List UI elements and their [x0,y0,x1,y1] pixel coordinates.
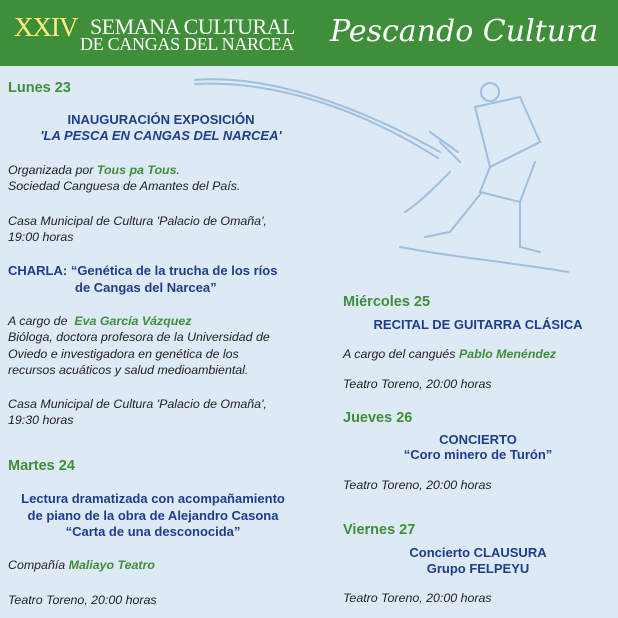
time-1: 19:00 horas [8,230,74,244]
day-jueves: Jueves 26 [343,410,413,426]
edition-number: XXIV [14,12,78,42]
organizer-prefix: Organizada por [8,163,97,177]
time-3: Teatro Toreno, 20:00 horas [8,593,157,607]
subtitle: Pescando Cultura [330,14,599,49]
closing-concert-title: Concierto CLAUSURA [409,545,547,560]
organizer-line [8,163,180,177]
location-1: Casa Municipal de Cultura 'Palacio de Omaña', [8,214,267,228]
guitarist-prefix: A cargo del cangués [343,347,456,361]
title-line-1: SEMANA CULTURAL [90,14,295,39]
speaker-name: Eva García Vázquez [74,314,192,328]
time-5: Teatro Toreno, 20:00 horas [343,478,492,492]
bio-line-1: Bióloga, doctora profesora de la Universidad de [8,330,270,344]
title-line-2: DE CANGAS DEL NARCEA [80,34,294,54]
speaker-prefix: A cargo de [8,314,68,328]
guitarist-line [343,347,556,361]
company-name: Maliayo Teatro [68,558,155,572]
concert-subtitle: “Coro minero de Turón” [403,447,553,462]
day-miercoles: Miércoles 25 [343,294,431,310]
day-lunes: Lunes 23 [8,80,71,96]
lectura-line-3: “Carta de una desconocida” [65,524,241,539]
day-martes: Martes 24 [8,458,75,474]
header-banner [0,0,618,66]
bio-line-2: Oviedo e investigadora en genética de los [8,347,239,361]
time-6: Teatro Toreno, 20:00 horas [343,591,492,605]
organizer-dot: . [176,163,180,177]
company-prefix: Compañía [8,558,66,572]
bio-line-3: recursos acuáticos y salud medioambiental. [8,363,249,377]
closing-concert-group: Grupo FELPEYU [426,561,530,576]
organizer-society: Sociedad Canguesa de Amantes del País. [8,179,241,193]
company-line [8,558,155,572]
lectura-line-2: de piano de la obra de Alejandro Casona [27,508,279,523]
concert-title: CONCIERTO [439,432,517,447]
day-viernes: Viernes 27 [343,522,416,538]
charla-title-1: CHARLA: “Genética de la trucha de los ríos [8,263,278,278]
recital-title: RECITAL DE GUITARRA CLÁSICA [373,317,583,332]
time-4: Teatro Toreno, 20:00 horas [343,377,492,391]
speaker-line [8,314,191,328]
event-subtitle-exposicion: 'LA PESCA EN CANGAS DEL NARCEA' [40,128,282,143]
location-2: Casa Municipal de Cultura 'Palacio de Omaña', [8,397,267,411]
event-title [10,8,310,60]
time-2: 19:30 horas [8,413,74,427]
lectura-line-1: Lectura dramatizada con acompañamiento [21,491,285,506]
organizer-name: Tous pa Tous [96,163,177,177]
charla-title-2: de Cangas del Narcea” [75,280,217,295]
event-title-inauguracion: INAUGURACIÓN EXPOSICIÓN [67,112,255,127]
guitarist-name: Pablo Menéndez [458,347,557,361]
